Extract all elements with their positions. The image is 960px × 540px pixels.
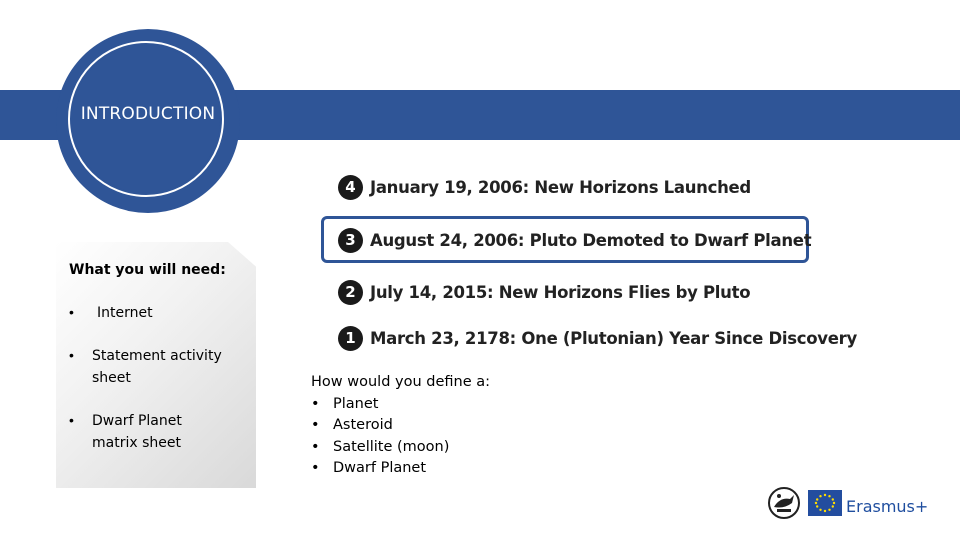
question-item-label: Satellite (moon) [333,438,450,455]
number-badge: 4 [338,175,363,200]
timeline-item-3 [338,227,811,253]
question-item-label: Dwarf Planet [333,460,427,476]
timeline-text: March 23, 2178: One (Plutonian) Year Since Discovery [370,328,857,348]
need-item-line: sheet [92,370,131,386]
erasmus-plus-logo: Erasmus+ [846,497,929,516]
bullet: • [311,395,320,412]
need-item-internet: Internet [97,305,153,321]
bullet: • [311,417,320,433]
bullet: • [69,347,74,363]
question-item [311,415,490,437]
definition-question [311,372,490,480]
bullet: • [69,304,74,320]
section-title: INTRODUCTION [80,104,216,124]
need-item-line: Dwarf Planet [92,413,182,429]
question-item-label: Asteroid [333,417,393,433]
need-item-line: Statement activity [92,348,222,364]
number-badge: 3 [338,228,363,253]
school-seal-icon [768,487,800,519]
question-item [311,437,490,459]
bullet: • [311,460,320,476]
number-badge: 2 [338,280,363,305]
need-item-statement-sheet [92,345,222,389]
question-item-label: Planet [333,395,379,412]
timeline-item-4 [338,174,751,200]
timeline-text: January 19, 2006: New Horizons Launched [370,177,751,197]
question-item [311,394,490,416]
number-badge: 1 [338,326,363,351]
need-item-line: matrix sheet [92,435,181,451]
timeline-text: July 14, 2015: New Horizons Flies by Pluto [370,282,751,302]
timeline-text: August 24, 2006: Pluto Demoted to Dwarf Planet [370,230,812,250]
need-item-matrix-sheet [92,410,182,454]
bullet: • [69,412,74,428]
eu-flag-icon [808,490,842,516]
needs-title: What you will need: [69,262,226,278]
question-item [311,458,490,480]
timeline-item-2 [338,279,750,305]
question-prompt: How would you define a: [311,374,491,390]
timeline-item-1 [338,325,857,351]
bullet: • [311,438,320,455]
